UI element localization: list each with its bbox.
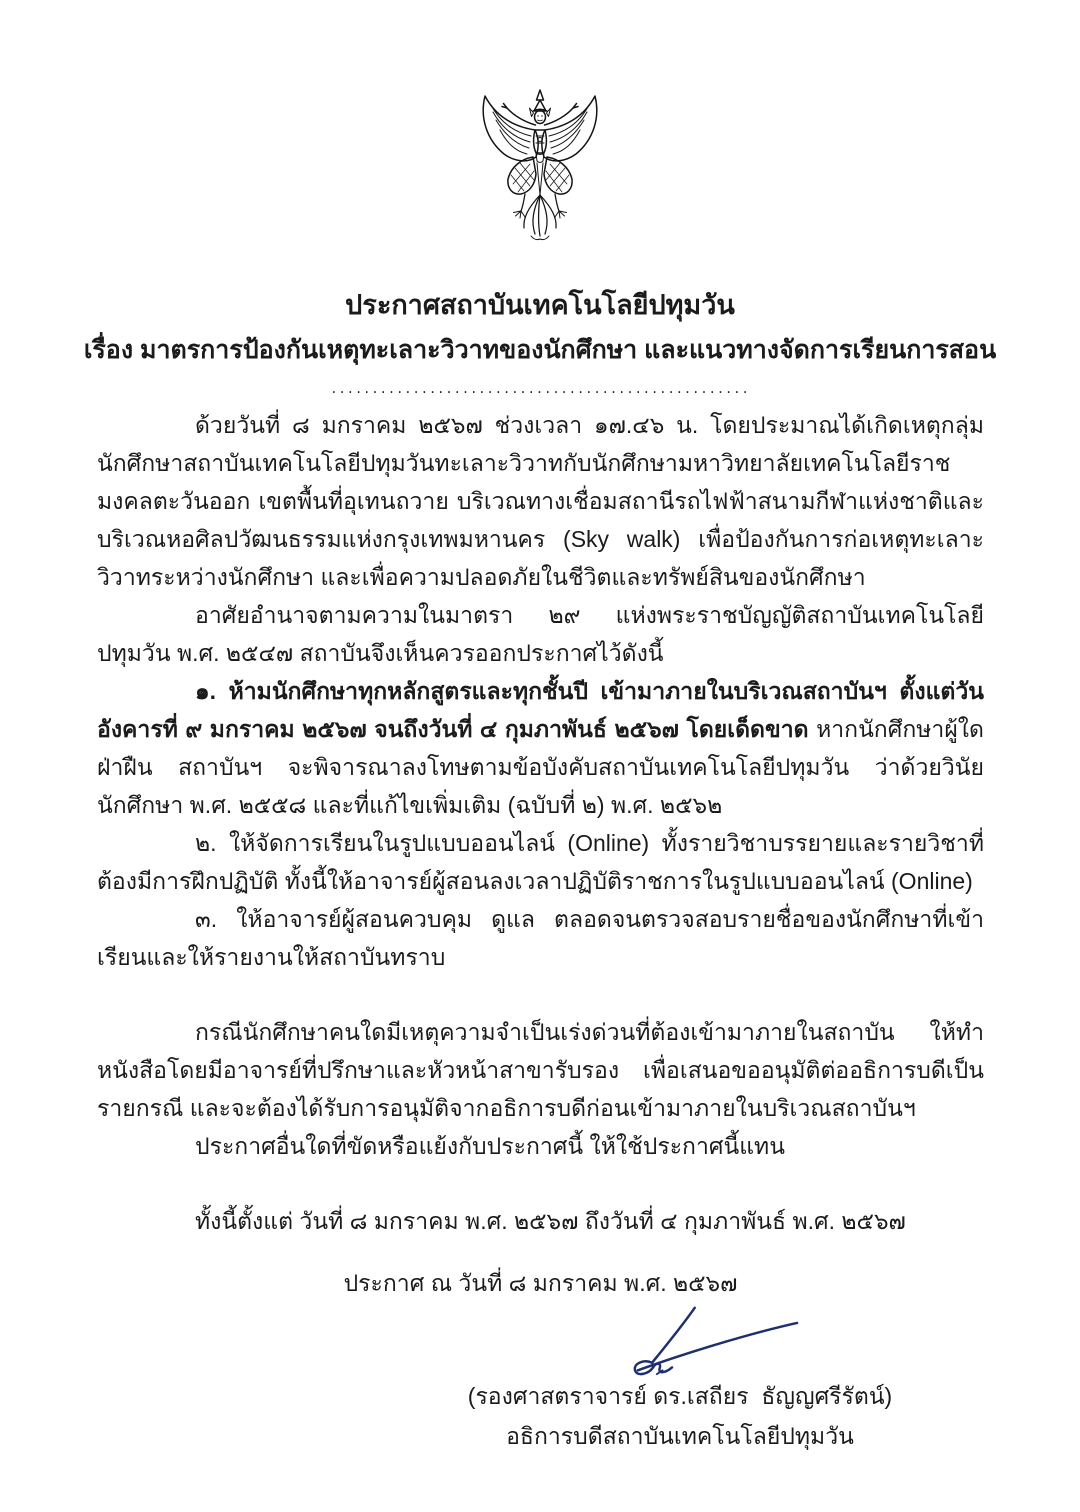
paragraph-legal-authority: อาศัยอำนาจตามความในมาตรา ๒๙ แห่งพระราชบัญญัติสถาบันเทคโนโลยีปทุมวัน พ.ศ. ๒๕๔๗ สถาบันจึงเห็นควรออกประกาศไว้ดังนี้	[97, 602, 984, 666]
signature-block	[400, 1304, 960, 1456]
garuda-emblem-icon	[465, 88, 615, 253]
order-item-1-rest: หากนักศึกษาผู้ใดฝ่าฝืน สถาบันฯ จะพิจารณาลงโทษตามข้อบังคับสถาบันเทคโนโลยีปทุมวัน ว่าด้วยวินัยนักศึกษา พ.ศ. ๒๕๕๘ และที่แก้ไขเพิ่มเติม (ฉบับที่ ๒) พ.ศ. ๒๕๖๒	[97, 716, 984, 818]
order-item-2: ๒. ให้จัดการเรียนในรูปแบบออนไลน์ (Online) ทั้งรายวิชาบรรยายและรายวิชาที่ต้องมีการฝึกปฏิบัติ ทั้งนี้ให้อาจารย์ผู้สอนลงเวลาปฏิบัติราชการในรูปแบบออนไลน์ (Online)	[97, 830, 984, 894]
paragraph-exception-case: กรณีนักศึกษาคนใดมีเหตุความจำเป็นเร่งด่วนที่ต้องเข้ามาภายในสถาบัน ให้ทำหนังสือโดยมีอาจารย์ที่ปรึกษาและหัวหน้าสาขารับรอง เพื่อเสนอขออนุมัติต่ออธิการบดีเป็นรายกรณี และจะต้องได้รับการอนุมัติจากอธิการบดีก่อนเข้ามาภายในบริเวณสถาบันฯ	[97, 1019, 984, 1121]
signer-title: อธิการบดีสถาบันเทคโนโลยีปทุมวัน	[506, 1423, 854, 1449]
order-item-1	[97, 672, 984, 824]
paragraph-incident-intro: ด้วยวันที่ ๘ มกราคม ๒๕๖๗ ช่วงเวลา ๑๗.๔๖ น. โดยประมาณได้เกิดเหตุกลุ่มนักศึกษาสถาบันเทคโนโลยีปทุมวันทะเลาะวิวาทกับนักศึกษามหาวิทยาลัยเทคโนโลยีราชมงคลตะวันออก เขตพื้นที่อุเทนถวาย บริเวณทางเชื่อมสถานีรถไฟฟ้าสนามกีฬาแห่งชาติและบริเวณหอศิลปวัฒนธรรมแห่งกรุงเทพมหานคร (Sky walk) เพื่อป้องกันการก่อเหตุทะเลาะวิวาทระหว่างนักศึกษา และเพื่อความปลอดภัยในชีวิตและทรัพย์สินของนักศึกษา	[97, 412, 984, 590]
signer-name: (รองศาสตราจารย์ ดร.เสถียร ธัญญศรีรัตน์)	[467, 1383, 893, 1409]
document-title: ประกาศสถาบันเทคโนโลยีปทุมวัน	[345, 290, 735, 320]
signature-icon	[603, 1304, 813, 1376]
document-subject: เรื่อง มาตรการป้องกันเหตุทะเลาะวิวาทของนักศึกษา และแนวทางจัดการเรียนการสอน	[83, 336, 997, 364]
paragraph-effective-period: ทั้งนี้ตั้งแต่ วันที่ ๘ มกราคม พ.ศ. ๒๕๖๗ ถึงวันที่ ๔ กุมภาพันธ์ พ.ศ. ๒๕๖๗	[195, 1208, 906, 1234]
blank-line	[97, 976, 984, 1013]
dotted-divider: ...................................................	[330, 382, 750, 396]
blank-line	[97, 1165, 984, 1202]
order-item-1-bold: ๑. ห้ามนักศึกษาทุกหลักสูตรและทุกชั้นปี เข้ามาภายในบริเวณสถาบันฯ ตั้งแต่วันอังคารที่ ๙ มกราคม ๒๕๖๗ จนถึงวันที่ ๔ กุมภาพันธ์ ๒๕๖๗ โดยเด็ดขาด	[97, 678, 984, 742]
document-body	[97, 406, 984, 1302]
promulgation-line: ประกาศ ณ วันที่ ๘ มกราคม พ.ศ. ๒๕๖๗	[343, 1270, 738, 1296]
order-item-3: ๓. ให้อาจารย์ผู้สอนควบคุม ดูแล ตลอดจนตรวจสอบรายชื่อของนักศึกษาที่เข้าเรียนและให้รายงานให้สถาบันทราบ	[97, 906, 984, 970]
paragraph-supersede: ประกาศอื่นใดที่ขัดหรือแย้งกับประกาศนี้ ให้ใช้ประกาศนี้แทน	[195, 1133, 785, 1159]
emblem-container	[0, 0, 1080, 258]
